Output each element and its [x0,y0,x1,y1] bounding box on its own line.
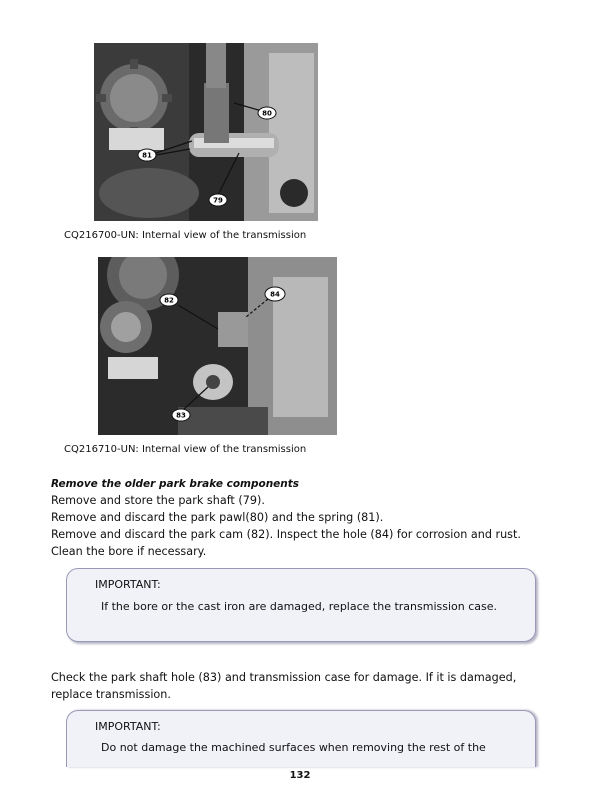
callout-83 [172,409,190,421]
callout-82-label: 82 [164,296,174,305]
transmission-photo-1 [94,43,318,221]
callout-79-label: 79 [213,196,223,205]
section-title: Remove the older park brake components [51,478,300,490]
note-title: IMPORTANT: [95,720,161,733]
transmission-photo-2-graphic [98,257,337,435]
figure-1-caption: CQ216700-UN: Internal view of the transmission [64,230,307,241]
callout-79 [209,194,227,206]
callout-84-label: 84 [270,290,280,299]
callout-84 [265,287,285,301]
note-text: Do not damage the machined surfaces when removing the rest of the [101,741,486,754]
transmission-photo-2 [98,257,337,435]
callout-83-label: 83 [176,411,186,420]
callout-81 [138,149,156,161]
step-text: Remove and store the park shaft (79). [51,494,265,507]
callout-80-label: 80 [262,109,272,118]
callout-82 [160,294,178,306]
body-paragraph: Check the park shaft hole (83) and transmission case for damage. If it is damaged, replace transmission. [51,671,517,701]
page-number: 132 [289,770,311,781]
note-text: If the bore or the cast iron are damaged, replace the transmission case. [101,600,498,613]
step-text: Remove and discard the park cam (82). Inspect the hole (84) for corrosion and rust. Clean the bore if necessary. [51,528,521,558]
transmission-photo-1-graphic [94,43,318,221]
callout-81-label: 81 [142,151,152,160]
important-note [66,710,536,767]
step-text: Remove and discard the park pawl(80) and the spring (81). [51,511,384,524]
callout-80 [258,107,276,119]
figure-2-caption: CQ216710-UN: Internal view of the transmission [64,444,307,455]
note-title: IMPORTANT: [95,578,161,591]
important-note [66,568,536,642]
